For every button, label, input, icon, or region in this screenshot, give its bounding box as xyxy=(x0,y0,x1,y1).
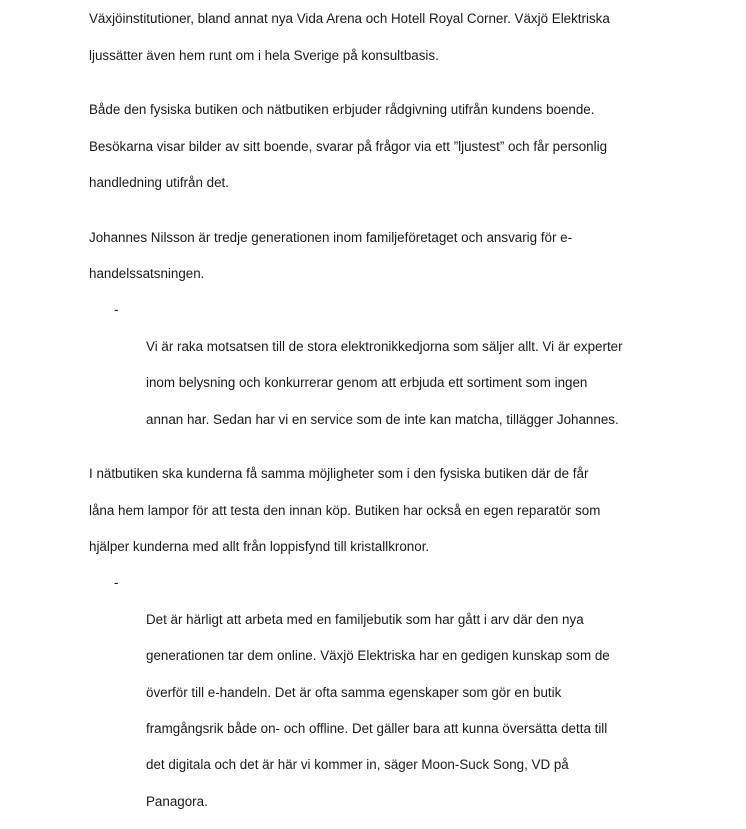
text-line: Vi är raka motsatsen till de stora elektronikkedjorna som säljer allt. Vi är experter xyxy=(146,338,623,354)
text-line: inom belysning och konkurrerar genom att erbjuda ett sortiment som ingen xyxy=(146,375,588,391)
document-page xyxy=(89,0,689,829)
text-line: det digitala och det är här vi kommer in, säger Moon-Suck Song, VD på xyxy=(146,757,569,773)
text-line: Besökarna visar bilder av sitt boende, svarar på frågor via ett ”ljustest” och får personlig xyxy=(89,138,608,154)
paragraph-johannes xyxy=(89,210,689,283)
text-line: framgångsrik både on- och offline. Det gäller bara att kunna översätta detta till xyxy=(146,721,608,737)
quote-johannes xyxy=(89,301,689,428)
text-line: handledning utifrån det. xyxy=(89,175,229,191)
quote-dash: - xyxy=(114,575,119,591)
text-line: låna hem lampor för att testa den innan köp. Butiken har också en egen reparatör som xyxy=(89,502,601,518)
text-line: Växjöinstitutioner, bland annat nya Vida Arena och Hotell Royal Corner. Växjö Elektriska xyxy=(89,11,610,27)
paragraph-advice xyxy=(89,83,689,192)
paragraph-intro xyxy=(89,0,689,65)
text-line: Det är härligt att arbeta med en familjebutik som har gått i arv där den nya xyxy=(146,611,584,627)
text-line: annan har. Sedan har vi en service som de inte kan matcha, tillägger Johannes. xyxy=(146,411,619,427)
text-line: Johannes Nilsson är tredje generationen inom familjeföretaget och ansvarig för e- xyxy=(89,229,573,245)
text-line: Både den fysiska butiken och nätbutiken erbjuder rådgivning utifrån kundens boende. xyxy=(89,102,595,118)
quote-moon-suck-song xyxy=(89,574,689,811)
text-line: Panagora. xyxy=(146,793,208,809)
text-line: handelssatsningen. xyxy=(89,266,205,282)
text-line: överför till e-handeln. Det är ofta samma egenskaper som gör en butik xyxy=(146,684,562,700)
text-line: I nätbutiken ska kunderna få samma möjligheter som i den fysiska butiken där de får xyxy=(89,466,589,482)
paragraph-webshop xyxy=(89,447,689,556)
text-line: ljussätter även hem runt om i hela Sverige på konsultbasis. xyxy=(89,47,439,63)
quote-dash: - xyxy=(114,302,119,318)
text-line: hjälper kunderna med allt från loppisfynd till kristallkronor. xyxy=(89,539,430,555)
text-line: generationen tar dem online. Växjö Elektriska har en gedigen kunskap som de xyxy=(146,648,610,664)
